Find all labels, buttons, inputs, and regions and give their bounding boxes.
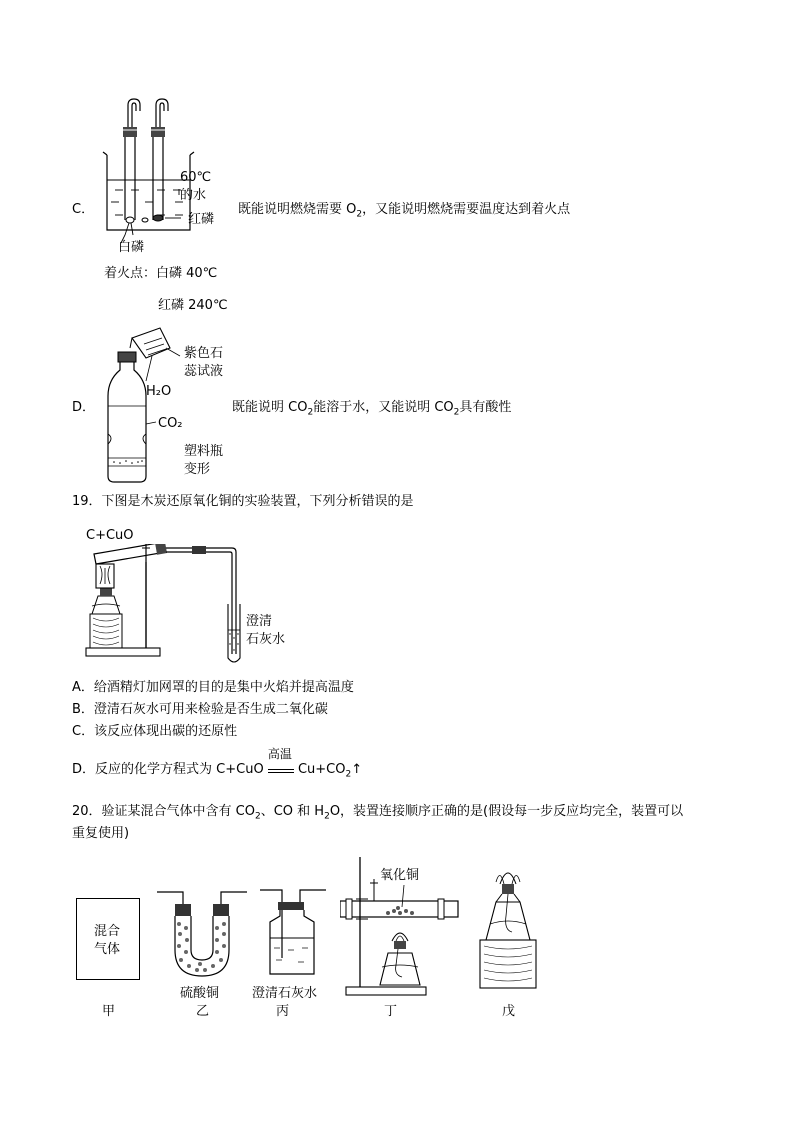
u-tube-figure	[155, 888, 250, 983]
white-phosphorus-label: 白磷	[118, 240, 145, 255]
q20-stem-line-1: 20．验证某混合气体中含有 $CO_2$、CO 和 $H_2O$，装置连接顺序正确的是(假设每一步反应均完全，装置可以	[72, 804, 684, 822]
bottle-label-1: 塑料瓶	[184, 444, 224, 459]
co2-label: CO₂	[158, 416, 183, 431]
alcohol-lamp-figure	[478, 860, 540, 992]
ignition-point-line-2: 红磷 240℃	[158, 298, 228, 313]
option-d-figure	[100, 326, 190, 486]
copper-sulfate-label: 硫酸铜	[180, 986, 220, 1001]
q19-limewater-label-2: 石灰水	[246, 632, 286, 647]
label-wu: 戊	[502, 1004, 516, 1019]
label-jia: 甲	[102, 1004, 116, 1019]
q19-limewater-label-1: 澄清	[246, 614, 273, 629]
bottle-label-2: 变形	[184, 462, 211, 477]
gas-washing-bottle-figure	[258, 888, 328, 983]
q19-choice-a: A．给酒精灯加网罩的目的是集中火焰并提高温度	[72, 680, 354, 695]
q20-stem-line-2: 重复使用)	[72, 826, 130, 841]
equation-left: C+CuO	[216, 762, 264, 777]
option-c-figure	[95, 95, 235, 265]
copper-oxide-label: 氧化铜	[380, 868, 420, 883]
label-ding: 丁	[384, 1004, 398, 1019]
option-d-statement: 既能说明 $CO_2$能溶于水，又能说明 $CO_2$具有酸性	[232, 400, 512, 418]
temp-label-1: 60℃	[180, 170, 212, 185]
limewater-label: 澄清石灰水	[252, 986, 318, 1001]
litmus-label-1: 紫色石	[184, 346, 224, 361]
q19-choice-c: C．该反应体现出碳的还原性	[72, 724, 238, 739]
ignition-point-line-1: 着火点：白磷 40℃	[104, 266, 218, 281]
water-label: H₂O	[146, 384, 172, 399]
red-phosphorus-label: 红磷	[188, 212, 215, 227]
equation-right: Cu+CO	[297, 762, 346, 777]
q19-choice-b: B．澄清石灰水可用来检验是否生成二氧化碳	[72, 702, 328, 717]
option-d-letter: D．	[72, 400, 96, 415]
q19-reactant-label: C+CuO	[86, 528, 134, 543]
equation-condition: 高温	[268, 762, 294, 773]
q19-apparatus-figure	[84, 544, 254, 669]
q19-choice-d: D．反应的化学方程式为 C+CuO 高温 $Cu+CO_2↑$	[72, 747, 363, 780]
mixed-gas-text-1: 混合	[94, 924, 121, 939]
litmus-label-2: 蕊试液	[184, 364, 224, 379]
temp-label-2: 的水	[180, 188, 207, 203]
q19-stem: 19．下图是木炭还原氧化铜的实验装置，下列分析错误的是	[72, 494, 414, 509]
label-yi: 乙	[196, 1004, 210, 1019]
option-c-statement: 既能说明燃烧需要 $O_2$，又能说明燃烧需要温度达到着火点	[238, 202, 571, 220]
option-c-letter: C．	[72, 202, 95, 217]
label-bing: 丙	[276, 1004, 290, 1019]
mixed-gas-text-2: 气体	[94, 942, 121, 957]
